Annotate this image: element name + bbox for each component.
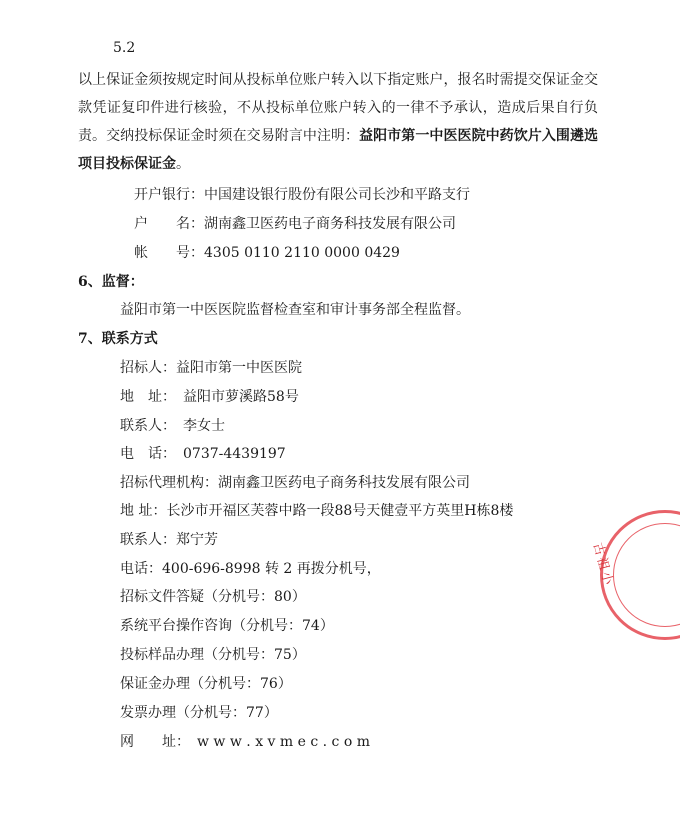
contact-line: 电话：400-696-8998 转 2 再拨分机号， bbox=[120, 561, 381, 577]
deposit-note-bold: 益阳市第一中医医院中药饮片入围遴选项目投标保证金 bbox=[78, 128, 599, 172]
contact-line: 地 址：长沙市开福区芙蓉中路一段88号天健壹平方英里H栋8楼 bbox=[120, 503, 514, 519]
contact-heading: 7、联系方式 bbox=[78, 331, 158, 347]
account-holder-line: 户 名：湖南鑫卫医药电子商务科技发展有限公司 bbox=[134, 216, 456, 232]
contact-line: 联系人： 李女士 bbox=[120, 418, 225, 434]
deposit-paragraph-text: 以上保证金须按规定时间从投标单位账户转入以下指定账户，报名时需提交保证金交款凭证复印件进行核验，不从投标单位账户转入的一律不予承认，造成后果自行负责。交纳投标保证金时须在交易附言中注明： bbox=[78, 72, 598, 144]
supervision-text: 益阳市第一中医医院监督检查室和审计事务部全程监督。 bbox=[120, 302, 470, 318]
contact-line: 联系人：郑宁芳 bbox=[120, 532, 218, 548]
account-number-line: 帐 号：4305 0110 2110 0000 0429 bbox=[134, 245, 400, 261]
deposit-paragraph-end: 。 bbox=[176, 156, 190, 172]
contact-line: 招标代理机构：湖南鑫卫医药电子商务科技发展有限公司 bbox=[120, 475, 470, 491]
supervision-heading: 6、监督： bbox=[78, 274, 144, 290]
contact-line: 地 址： 益阳市萝溪路58号 bbox=[120, 389, 299, 405]
official-seal-text: 古祖小 bbox=[589, 541, 616, 589]
official-seal-inner-ring bbox=[613, 523, 680, 627]
deposit-paragraph bbox=[78, 66, 598, 178]
contact-line: 电 话： 0737-4439197 bbox=[120, 446, 286, 462]
contact-line: 招标人：益阳市第一中医医院 bbox=[120, 360, 302, 376]
contact-line: 发票办理（分机号：77） bbox=[120, 705, 278, 721]
bank-name-line: 开户银行：中国建设银行股份有限公司长沙和平路支行 bbox=[134, 187, 470, 203]
contact-line: 保证金办理（分机号：76） bbox=[120, 676, 292, 692]
contact-line: 招标文件答疑（分机号：80） bbox=[120, 589, 306, 605]
contact-line: 系统平台操作咨询（分机号：74） bbox=[120, 618, 334, 634]
contact-line: 投标样品办理（分机号：75） bbox=[120, 647, 306, 663]
section-number: 5.2 bbox=[113, 40, 136, 56]
website-line: 网 址： w w w . x v m e c . c o m bbox=[120, 734, 371, 750]
